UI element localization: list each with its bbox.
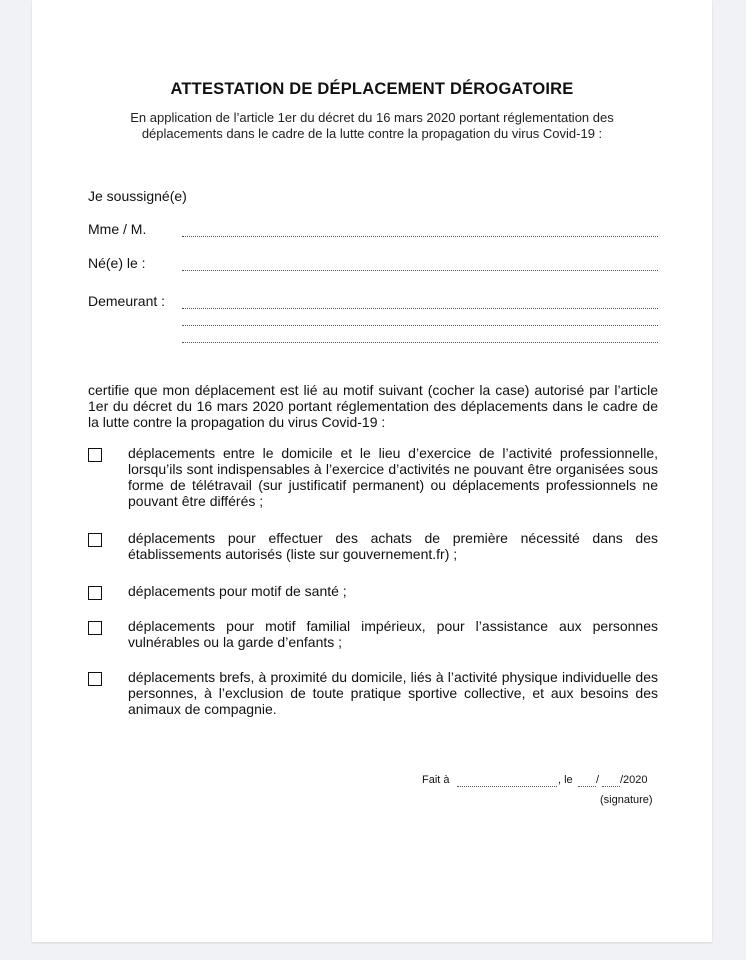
address-label: Demeurant : [88, 293, 166, 309]
document-page [32, 0, 712, 942]
checkbox-shopping[interactable] [88, 533, 102, 547]
year-label: /2020 [620, 774, 648, 786]
place-field[interactable] [457, 786, 557, 787]
undersigned-label: Je soussigné(e) [88, 188, 187, 204]
month-field[interactable] [602, 786, 620, 787]
subtitle-line-2: déplacements dans le cadre de la lutte contre la propagation du virus Covid-19 : [141, 126, 603, 141]
address-field-line-3[interactable] [182, 342, 658, 343]
checkbox-exercise[interactable] [88, 672, 102, 686]
document-subtitle [92, 110, 652, 142]
signature-label: (signature) [600, 794, 653, 806]
document-title: ATTESTATION DE DÉPLACEMENT DÉROGATOIRE [170, 80, 574, 98]
checkbox-work[interactable] [88, 448, 102, 462]
option-exercise-text: déplacements brefs, à proximité du domicile, liés à l’activité physique individuelle des personnes, à l’exclusion de toute pratique sportive collective, et aux besoins des animaux de compagnie. [128, 669, 658, 717]
birth-date-field[interactable] [182, 270, 658, 271]
subtitle-line-1: En application de l’article 1er du décret du 16 mars 2020 portant réglementation des [130, 110, 614, 125]
birth-date-label: Né(e) le : [88, 255, 146, 271]
option-family-text: déplacements pour motif familial impérieux, pour l’assistance aux personnes vulnérables ou la garde d’enfants ; [128, 618, 658, 650]
date-slash: / [596, 774, 600, 786]
checkbox-health[interactable] [88, 586, 102, 600]
day-field[interactable] [578, 786, 596, 787]
option-work-text: déplacements entre le domicile et le lieu d’exercice de l’activité professionnelle, lorsqu’ils sont indispensables à l’exercice d’activités ne pouvant être organisées sous forme de télétravail (sur justificatif permanent) ou déplacements professionnels ne pouvant être différés ; [128, 445, 658, 509]
le-label: , le [558, 774, 573, 786]
fait-a-label: Fait à [422, 774, 450, 786]
option-shopping-text: déplacements pour effectuer des achats de première nécessité dans des établissements autorisés (liste sur gouvernement.fr) ; [128, 530, 658, 562]
address-field-line-1[interactable] [182, 308, 658, 309]
certify-paragraph: certifie que mon déplacement est lié au motif suivant (cocher la case) autorisé par l’article 1er du décret du 16 mars 2020 portant réglementation des déplacements dans le cadre de la lutte contre la propagation du virus Covid-19 : [88, 382, 658, 430]
name-field[interactable] [182, 236, 658, 237]
name-label: Mme / M. [88, 221, 147, 237]
option-health-text: déplacements pour motif de santé ; [128, 583, 347, 599]
address-field-line-2[interactable] [182, 325, 658, 326]
checkbox-family[interactable] [88, 621, 102, 635]
